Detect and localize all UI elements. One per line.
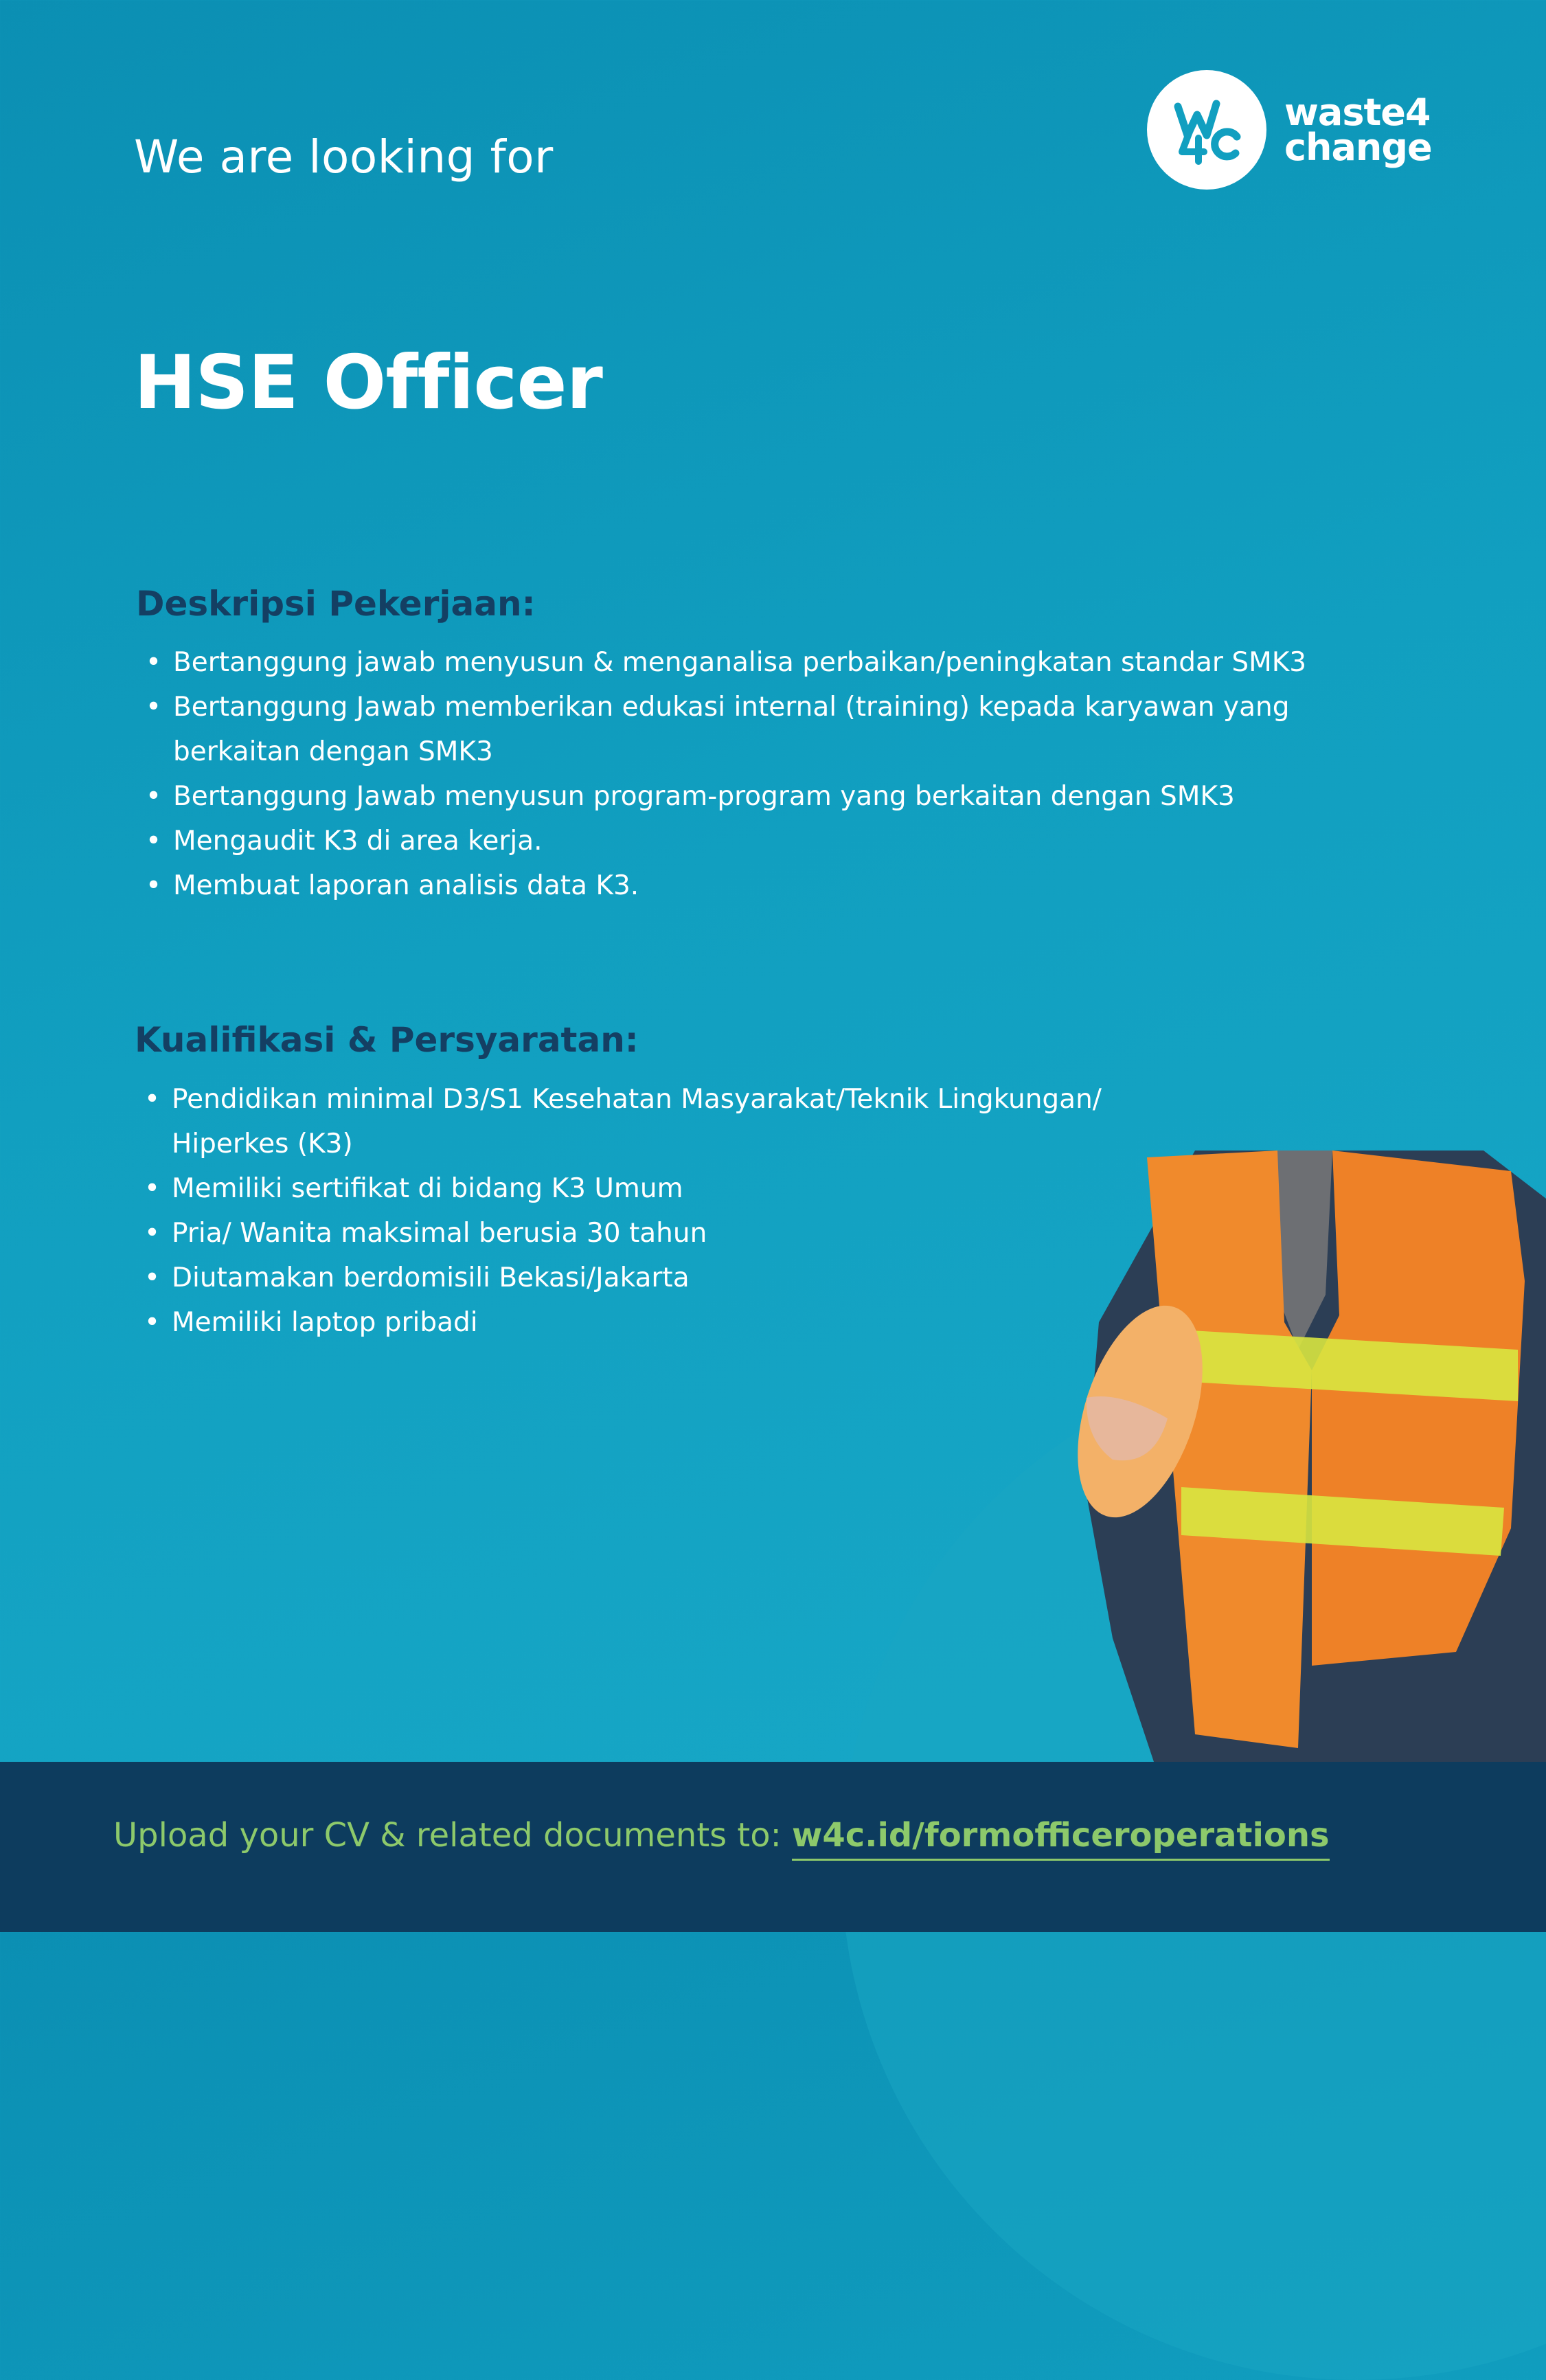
footer-label: Upload your CV & related documents to: bbox=[113, 1816, 782, 1855]
job-title: HSE Officer bbox=[134, 340, 602, 426]
worker-vest-illustration bbox=[1071, 1144, 1546, 1762]
tagline: We are looking for bbox=[134, 131, 554, 183]
list-item: • Pendidikan minimal D3/S1 Kesehatan Masyarakat/Teknik Lingkungan/ Hiperkes (K3) bbox=[135, 1077, 1165, 1166]
w4c-logo-icon bbox=[1147, 70, 1266, 190]
company-logo bbox=[1147, 70, 1432, 190]
footer-cta bbox=[113, 1816, 1330, 1855]
list-item: • Mengaudit K3 di area kerja. bbox=[136, 819, 1317, 863]
application-link[interactable]: w4c.id/formofficeroperations bbox=[792, 1816, 1330, 1861]
logo-text-line2: change bbox=[1284, 126, 1432, 169]
list-item: • Bertanggung Jawab memberikan edukasi internal (training) kepada karyawan yang berkaitan dengan SMK3 bbox=[136, 685, 1317, 774]
logo-text-line1: waste4 bbox=[1284, 90, 1431, 134]
qualifications-list bbox=[135, 1077, 1165, 1345]
list-item: • Memiliki laptop pribadi bbox=[135, 1300, 1165, 1345]
description-title: Deskripsi Pekerjaan: bbox=[136, 584, 536, 624]
list-item: • Memiliki sertifikat di bidang K3 Umum bbox=[135, 1166, 1165, 1211]
description-list bbox=[136, 640, 1317, 908]
list-item: • Diutamakan berdomisili Bekasi/Jakarta bbox=[135, 1256, 1165, 1300]
qualifications-title: Kualifikasi & Persyaratan: bbox=[135, 1020, 639, 1060]
list-item: • Membuat laporan analisis data K3. bbox=[136, 863, 1317, 908]
list-item: • Bertanggung Jawab menyusun program-program yang berkaitan dengan SMK3 bbox=[136, 774, 1317, 819]
list-item: • Bertanggung jawab menyusun & menganalisa perbaikan/peningkatan standar SMK3 bbox=[136, 640, 1317, 685]
list-item: • Pria/ Wanita maksimal berusia 30 tahun bbox=[135, 1211, 1165, 1256]
